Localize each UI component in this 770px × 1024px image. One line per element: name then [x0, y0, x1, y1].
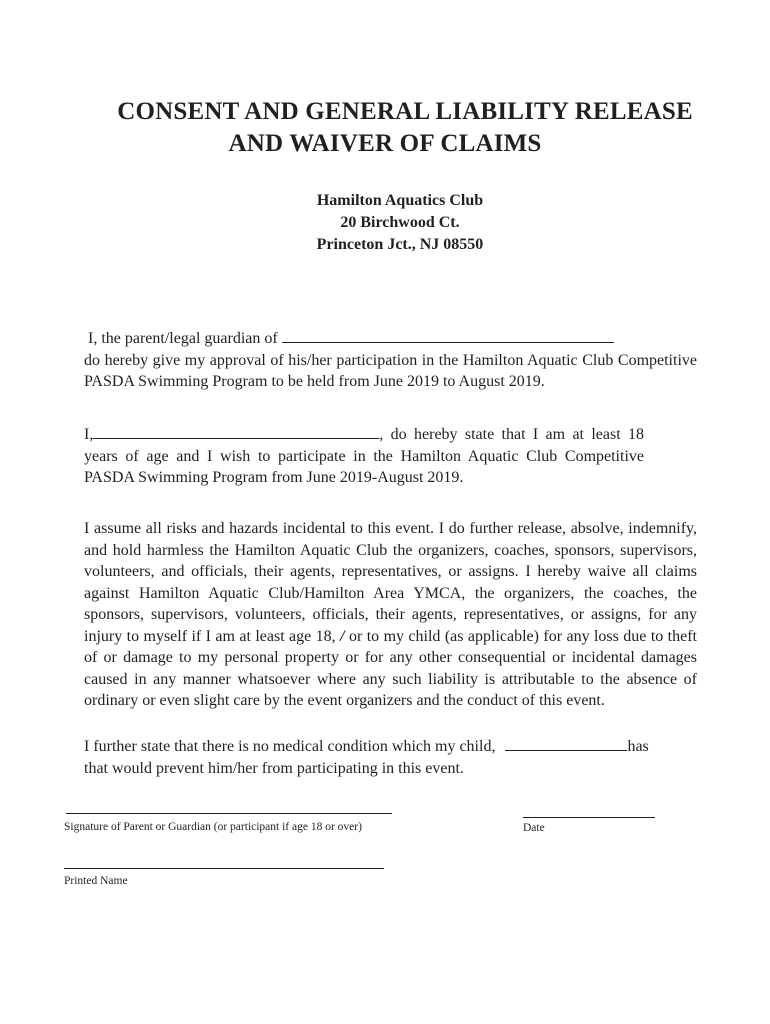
adult-prefix: I,	[84, 426, 94, 443]
participant-name-field[interactable]	[93, 426, 379, 439]
medical-child-name-field[interactable]	[505, 738, 627, 751]
title-line-2: AND WAIVER OF CLAIMS	[228, 130, 542, 157]
date-line[interactable]	[523, 817, 655, 818]
document-title	[0, 96, 770, 160]
organization-name: Hamilton Aquatics Club	[316, 192, 484, 209]
adult-participant-paragraph	[84, 424, 644, 489]
medical-statement-paragraph	[84, 736, 697, 779]
guardian-consent-paragraph	[84, 328, 697, 393]
guardian-body: do hereby give my approval of his/her participation in the Hamilton Aquatic Club Competitive PASDA Swimming Program to be held from June 2019 to August 2019.	[84, 351, 697, 390]
date-label: Date	[523, 822, 545, 834]
adult-body: , do hereby state that I am at least 18 years of age and I wish to participate in the Hamilton Aquatic Club Competitive PASDA Swimming Program from June 2019-August 2019.	[84, 426, 644, 486]
waiver-slash: /	[340, 627, 345, 645]
signature-label: Signature of Parent or Guardian (or participant if age 18 or over)	[64, 821, 362, 833]
title-line-1: CONSENT AND GENERAL LIABILITY RELEASE	[117, 98, 693, 125]
signature-line[interactable]	[66, 813, 392, 814]
printed-name-label: Printed Name	[64, 875, 128, 887]
organization-address	[0, 190, 770, 256]
organization-city: Princeton Jct., NJ 08550	[316, 236, 484, 253]
child-name-field[interactable]	[282, 330, 614, 343]
waiver-paragraph	[84, 518, 697, 712]
organization-street: 20 Birchwood Ct.	[340, 214, 460, 231]
waiver-text-part2: or to my child (as applicable) for any loss due to theft of or damage to my personal property or for any other consequential or incidental damages caused in any manner whatsoever where any such liability is attributable to the absence of ordinary or even slight care by the event organizers and the conduct of this event.	[84, 627, 697, 709]
guardian-prefix: I, the parent/legal guardian of	[88, 330, 278, 347]
medical-prefix: I further state that there is no medical condition which my child,	[84, 738, 496, 755]
printed-name-line[interactable]	[64, 868, 384, 869]
medical-suffix: has	[627, 738, 649, 755]
medical-line-2: that would prevent him/her from participating in this event.	[84, 759, 464, 777]
waiver-text-part1: I assume all risks and hazards incidental to this event. I do further release, absolve, indemnify, and hold harmless the Hamilton Aquatic Club the organizers, coaches, sponsors, supervisors, volunteers, and officials, their agents, representatives, or assigns. I hereby waive all claims against Hamilton Aquatic Club/Hamilton Area YMCA, the organizers, the coaches, the sponsors, supervisors, volunteers, officials, their agents, representatives, or assigns, for any injury to myself if I am at least age 18,	[84, 520, 697, 645]
